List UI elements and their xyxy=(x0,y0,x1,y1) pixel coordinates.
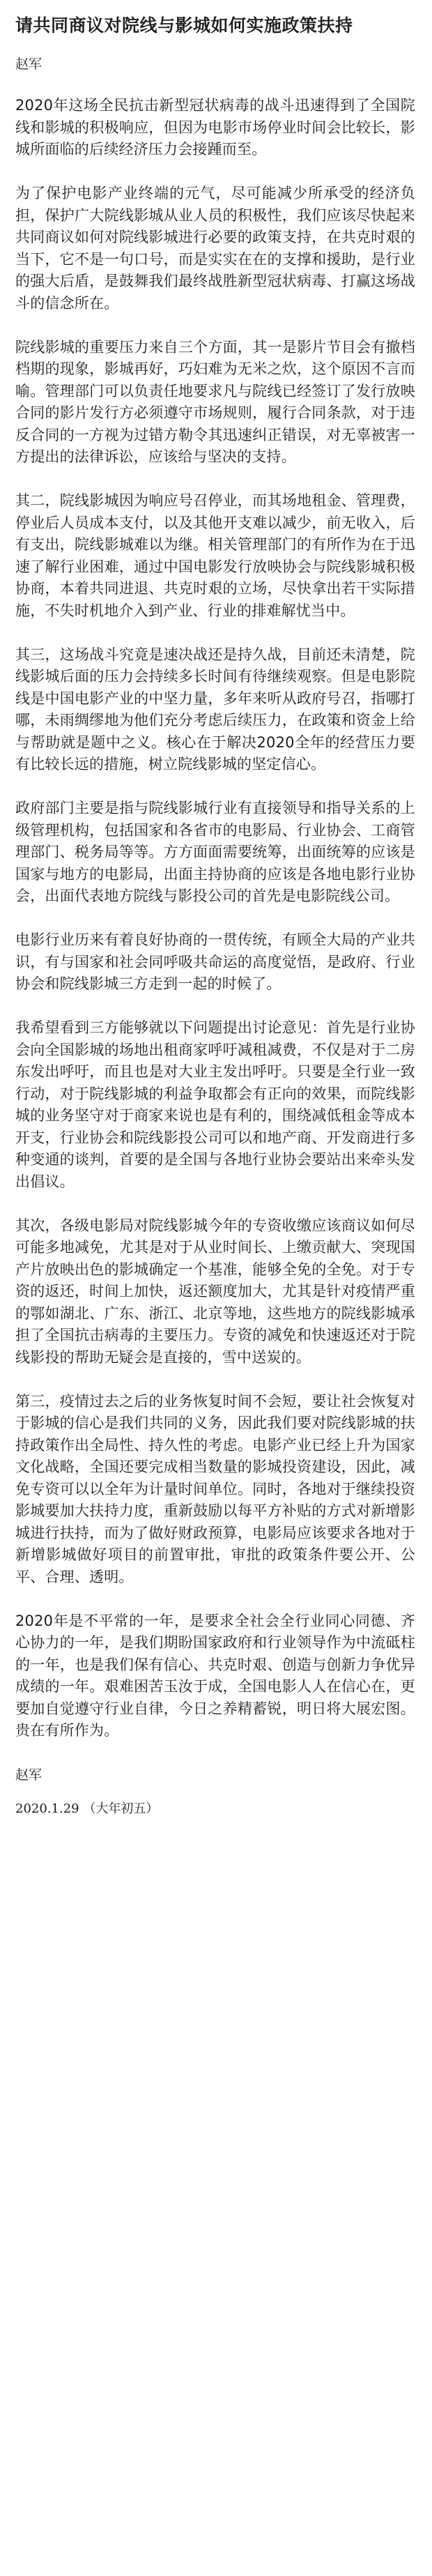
paragraph-10: 第三，疫情过去之后的业务恢复时间不会短，要让社会恢复对于影城的信心是我们共同的义务，因此我们要对院线影城的扶持政策作出全局性、持久性的考虑。电影产业已经上升为国家文化战略，全国还要完成相当数量的影城投资建设，因此，减免专资可以以全年为计量时间单位。同时，各地对于继续投资影城要加大扶持力度，重新鼓励以每平方补贴的方式对新增影城进行扶持，而为了做好财政预算，电影局应该要求各地对于新增影城做好项目的前置审批，审批的政策条件要公开、公平、合理、透明。 xyxy=(15,1392,415,1585)
paragraph-1: 2020年这场全民抗击新型冠状病毒的战斗迅速得到了全国院线和影城的积极响应，但因为电影市场停业时间会比较长，影城所面临的后续经济压力会接踵而至。 xyxy=(15,97,415,158)
paragraph-2: 为了保护电影产业终端的元气，尽可能减少所承受的经济负担，保护广大院线影城从业人员的积极性，我们应该尽快起来共同商议如何对院线影城进行必要的政策支持，在共克时艰的当下，它不是一句口号，而是实实在在的支撑和援助，是行业的强大后盾，是鼓舞我们最终战胜新型冠状病毒、打赢这场战斗的信念所在。 xyxy=(15,185,415,312)
article-signature: 赵军 xyxy=(15,1767,43,1783)
article-author: 赵军 xyxy=(15,56,43,72)
paragraph-4: 其二，院线影城因为响应号召停业，而其场地租金、管理费，停业后人员成本支付，以及其他开支难以减少，前无收入，后有支出，院线影城难以为继。相关管理部门的有所作为在于迅速了解行业困难，通过中国电影发行放映协会与院线影城积极协商，本着共同进退、共克时艰的立场，尽快拿出若干实际措施，不失时机地介入到产业、行业的排难解忧当中。 xyxy=(15,492,415,619)
paragraph-9: 其次，各级电影局对院线影城今年的专资收缴应该商议如何尽可能多地减免，尤其是对于从业时间长、上缴贡献大、突现国产片放映出色的影城确定一个基准，能够全免的全免。对于专资的返还，时间上加快，返还额度加大，尤其是针对疫情严重的鄂如湖北、广东、浙江、北京等地，这些地方的院线影城承担了全国抗击病毒的主要压力。专资的减免和快速返还对于院线影投的帮助无疑会是直接的，雪中送炭的。 xyxy=(15,1217,415,1366)
paragraph-3: 院线影城的重要压力来自三个方面，其一是影片节目会有撤档档期的现象，影城再好，巧妇难为无米之炊，这个原因不言而喻。管理部门可以负责任地要求凡与院线已经签订了发行放映合同的影片发行方必须遵守市场规则，履行合同条款，对于违反合同的一方视为过错方勒令其迅速纠正错误，对无辜被害一方提出的法律诉讼，应该给与坚决的支持。 xyxy=(15,338,415,465)
paragraph-7: 电影行业历来有着良好协商的一贯传统，有顾全大局的产业共识，有与国家和社会同呼吸共命运的高度觉悟，是政府、行业协会和院线影城三方走到一起的时候了。 xyxy=(15,931,415,992)
article-date: 2020.1.29 （大年初五） xyxy=(15,1801,159,1816)
paragraph-8: 我希望看到三方能够就以下问题提出讨论意见：首先是行业协会向全国影城的场地出租商家呼吁减租减费，不仅是对于二房东发出呼吁，而且也是对大业主发出呼吁。只要是全行业一致行动，对于院线影城的利益争取都会有正向的效果，而院线影城的业务坚守对于商家来说也是有利的，围绕减低租金等成本开支，行业协会和院线影投公司可以和地产商、开发商进行多种变通的谈判，首要的是全国与各地行业协会要站出来牵头发出倡议。 xyxy=(15,1019,415,1190)
paragraph-11: 2020年是不平常的一年，是要求全社会全行业同心同德、齐心协力的一年，是我们期盼国家政府和行业领导作为中流砥柱的一年，也是我们保有信心、共克时艰、创造与创新力争优异成绩的一年。艰难困苦玉汝于成，全国电影人人在信心在，更要加自觉遵守行业自律，今日之养精蓄锐，明日将大展宏图。贵在有所作为。 xyxy=(15,1612,415,1739)
article-title: 请共同商议对院线与影城如何实施政策扶持 xyxy=(15,15,353,36)
paragraph-5: 其三，这场战斗究竟是速决战还是持久战，目前还未清楚，院线影城后面的压力会持续多长时间有待继续观察。但是电影院线是中国电影产业的中坚力量，多年来听从政府号召，指哪打哪，未雨绸缪地为他们充分考虑后续压力，在政策和资金上给与帮助就是题中之义。核心在于解决2020全年的经营压力要有比较长远的措施，树立院线影城的坚定信心。 xyxy=(15,646,415,772)
paragraph-6: 政府部门主要是指与院线影城行业有直接领导和指导关系的上级管理机构，包括国家和各省市的电影局、行业协会、工商管理部门、税务局等等。方方面面需要统筹，出面统筹的应该是国家与地方的电影局，出面主持协商的应该是各地电影行业协会，出面代表地方院线与影投公司的首先是电影院线公司。 xyxy=(15,800,415,904)
